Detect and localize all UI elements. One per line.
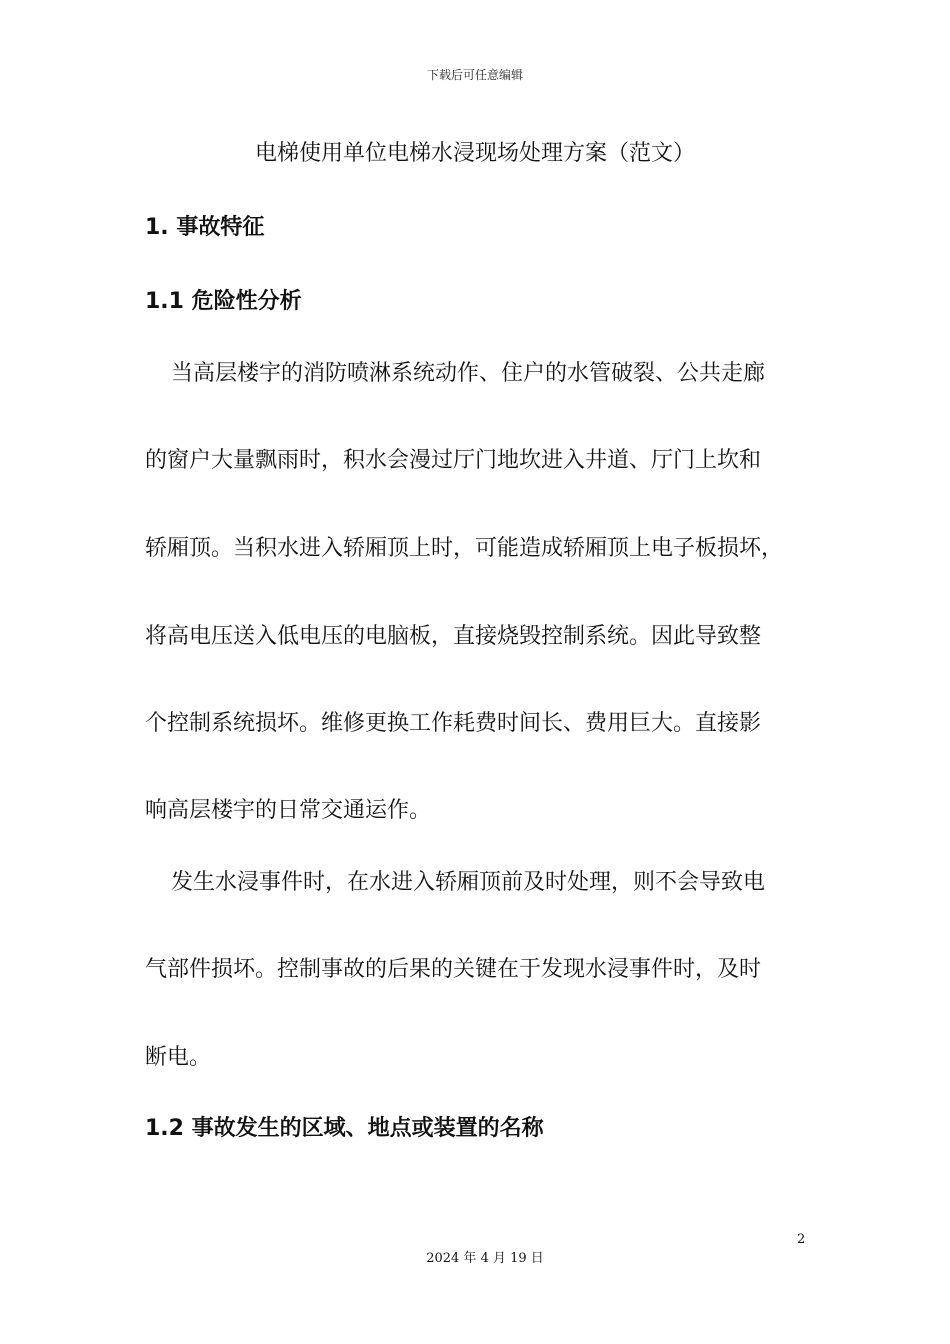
paragraph-2-line-1: 发生水浸事件时，在水进入轿厢顶前及时处理，则不会导致电 bbox=[171, 870, 766, 895]
paragraph-1-line-4: 将高电压送入低电压的电脑板，直接烧毁控制系统。因此导致整 bbox=[145, 624, 762, 649]
paragraph-1-line-5: 个控制系统损坏。维修更换工作耗费时间长、费用巨大。直接影 bbox=[145, 711, 762, 736]
paragraph-2-line-2: 气部件损坏。控制事故的后果的关键在于发现水浸事件时，及时 bbox=[145, 957, 762, 982]
section-1-2-heading: 1.2 事故发生的区域、地点或装置的名称 bbox=[145, 1116, 544, 1141]
header-note: 下载后可任意编辑 bbox=[426, 68, 523, 82]
paragraph-1-line-1: 当高层楼宇的消防喷淋系统动作、住户的水管破裂、公共走廊 bbox=[171, 361, 766, 386]
paragraph-1-line-2: 的窗户大量飘雨时，积水会漫过厅门地坎进入井道、厅门上坎和 bbox=[145, 448, 762, 473]
section-1-1-heading: 1.1 危险性分析 bbox=[145, 289, 302, 314]
footer-date: 2024 年 4 月 19 日 bbox=[426, 1251, 544, 1266]
paragraph-2-line-3: 断电。 bbox=[145, 1045, 212, 1070]
document-title: 电梯使用单位电梯水浸现场处理方案（范文） bbox=[254, 141, 695, 166]
page-number: 2 bbox=[797, 1232, 806, 1247]
paragraph-1-line-3: 轿厢顶。当积水进入轿厢顶上时，可能造成轿厢顶上电子板损坏， bbox=[145, 536, 784, 561]
paragraph-1-line-6: 响高层楼宇的日常交通运作。 bbox=[145, 798, 432, 823]
section-1-heading: 1. 事故特征 bbox=[145, 215, 265, 240]
